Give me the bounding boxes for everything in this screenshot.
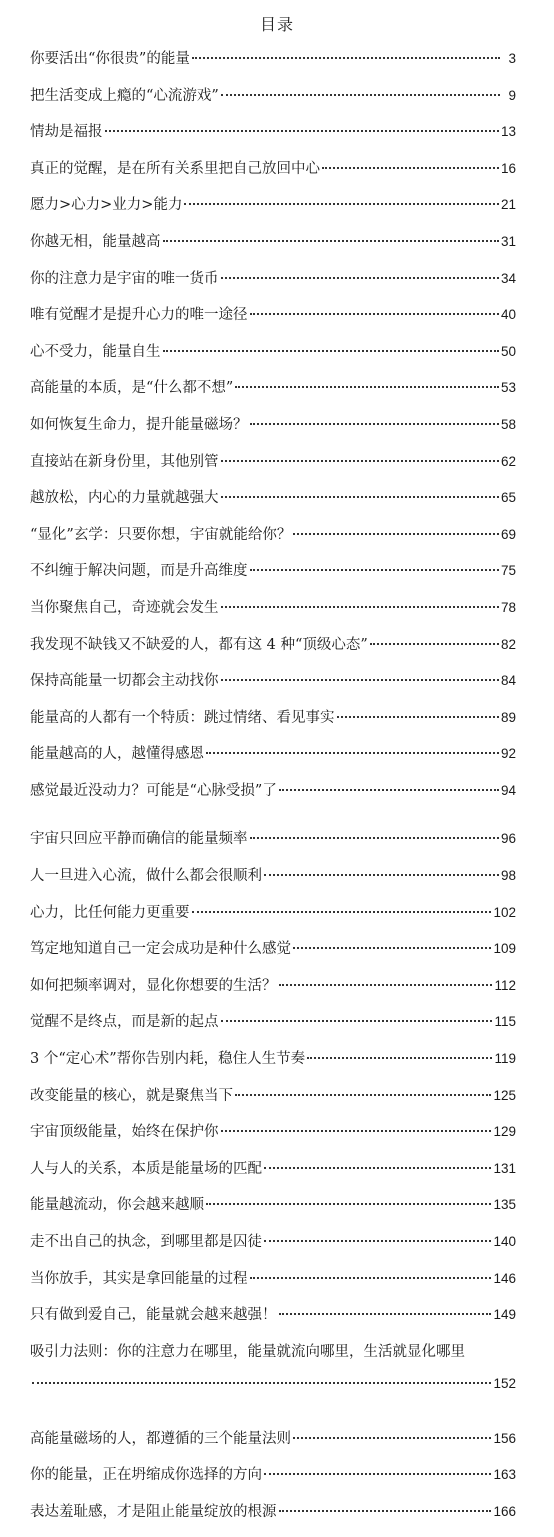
toc-entry-title: 吸引力法则：你的注意力在哪里，能量就流向哪里，生活就显化哪里	[30, 1343, 465, 1360]
dot-leader	[307, 1057, 492, 1059]
toc-entry-page: 152	[493, 1375, 516, 1391]
section-gap	[30, 815, 516, 827]
toc-entry[interactable]	[30, 864, 516, 901]
toc-entry[interactable]	[30, 1193, 516, 1230]
toc-entry[interactable]	[30, 523, 516, 560]
dot-leader	[279, 789, 499, 791]
toc-entry[interactable]	[30, 1500, 516, 1537]
dot-leader	[221, 94, 500, 96]
toc-entry[interactable]	[30, 1157, 516, 1194]
toc-entry-page: 3	[508, 51, 516, 66]
dot-leader	[192, 911, 492, 913]
dot-leader	[279, 984, 493, 986]
toc-entry-page: 166	[493, 1503, 516, 1519]
toc-entry-page: 9	[508, 87, 516, 103]
dot-leader	[370, 643, 499, 645]
toc-entry-title: 笃定地知道自己一定会成功是种什么感觉	[30, 941, 291, 958]
dot-leader	[221, 606, 499, 608]
toc-entry[interactable]	[30, 486, 516, 523]
toc-entry-title: 不纠缠于解决问题，而是升高维度	[30, 563, 248, 580]
toc-entry[interactable]	[30, 450, 516, 487]
dot-leader	[206, 752, 499, 754]
dot-leader	[235, 1094, 491, 1096]
toc-entry-page: 112	[494, 977, 516, 993]
toc-entry-page: 34	[500, 270, 516, 286]
toc-entry-title: 当你聚焦自己，奇迹就会发生	[30, 599, 219, 616]
toc-entry-page: 89	[500, 709, 516, 725]
toc-entry-title: 越放松，内心的力量就越强大	[30, 490, 219, 507]
toc-entry-title: 走不出自己的执念，到哪里都是囚徒	[30, 1234, 262, 1250]
toc-entry-title: 人一旦进入心流，做什么都会很顺利	[30, 868, 262, 885]
toc-entry-page: 146	[493, 1270, 516, 1286]
toc-entry-page: 129	[493, 1124, 516, 1140]
toc-entry[interactable]	[30, 596, 516, 633]
toc-entry-title: 心力，比任何能力更重要	[30, 904, 190, 921]
toc-entry-page: 140	[493, 1234, 516, 1249]
dot-leader	[32, 1382, 491, 1384]
toc-entry-title: 你越无相，能量越高	[30, 233, 161, 250]
toc-entry-title: 真正的觉醒，是在所有关系里把自己放回中心	[30, 160, 320, 177]
toc-entry[interactable]	[30, 742, 516, 779]
toc-entry-page: 125	[493, 1087, 516, 1103]
dot-leader	[221, 496, 499, 498]
toc-entry[interactable]	[30, 1120, 516, 1157]
toc-entry-page: 135	[493, 1197, 516, 1213]
toc-entry[interactable]	[30, 1230, 516, 1267]
toc-entry-page: 13	[500, 124, 516, 140]
toc-entry-title: “显化”玄学：只要你想，宇宙就能给你？	[30, 526, 292, 543]
toc-entry[interactable]	[30, 1340, 516, 1415]
toc-entry-title: 表达羞耻感，才是阻止能量绽放的根源	[30, 1503, 277, 1520]
dot-leader	[264, 1473, 491, 1475]
toc-entry-title: 高能量磁场的人，都遵循的三个能量法则	[30, 1430, 291, 1447]
toc-group-2	[30, 827, 516, 1339]
toc-entry-title: 高能量的本质，是“什么都不想”	[30, 380, 234, 397]
toc-entry[interactable]	[30, 47, 516, 84]
dot-leader	[105, 130, 499, 132]
toc-entry[interactable]	[30, 779, 516, 816]
toc-entry-title: 能量越高的人，越懂得感恩	[30, 746, 204, 763]
dot-leader	[163, 350, 499, 352]
dot-leader	[279, 1510, 492, 1512]
toc-entry-title: 你要活出“你很贵”的能量	[30, 51, 190, 67]
toc-entry[interactable]	[30, 974, 516, 1011]
toc-entry-page: 75	[500, 563, 516, 579]
toc-entry-page: 156	[493, 1430, 516, 1446]
toc-group-1	[30, 47, 516, 815]
dot-leader	[221, 1130, 492, 1132]
toc-entry[interactable]	[30, 120, 516, 157]
toc-entry-page: 31	[500, 233, 516, 249]
toc-entry-page: 50	[500, 343, 516, 359]
toc-entry-title: 3 个“定心术”帮你告别内耗，稳住人生节奏	[30, 1051, 306, 1068]
toc-entry[interactable]	[30, 633, 516, 670]
toc-group-3	[30, 1427, 516, 1537]
toc-entry-page: 40	[500, 307, 516, 323]
toc-entry-title: 如何恢复生命力，提升能量磁场？	[30, 416, 248, 433]
toc-entry-page: 131	[493, 1160, 516, 1176]
toc-entry-title: 人与人的关系，本质是能量场的匹配	[30, 1160, 262, 1177]
toc-entry-title: 我发现不缺钱又不缺爱的人，都有这 4 种“顶级心态”	[30, 636, 368, 653]
toc-entry[interactable]	[30, 901, 516, 938]
dot-leader	[221, 460, 499, 462]
dot-leader	[264, 874, 499, 876]
section-gap	[30, 1415, 516, 1427]
toc-entry[interactable]	[30, 937, 516, 974]
toc-entry-page: 58	[500, 416, 516, 432]
toc-entry-page: 65	[500, 490, 516, 506]
dot-leader	[206, 1203, 491, 1205]
dot-leader	[235, 386, 499, 388]
toc-entry-page: 96	[500, 831, 516, 847]
toc-entry-page: 115	[494, 1014, 516, 1030]
dot-leader	[250, 569, 499, 571]
toc-entry-page: 53	[500, 380, 516, 396]
dot-leader	[293, 1437, 491, 1439]
toc-entry-title: 你的注意力是宇宙的唯一货币	[30, 270, 219, 287]
toc-entry-page: 21	[500, 197, 516, 213]
toc-entry-title: 能量越流动，你会越来越顺	[30, 1197, 204, 1214]
toc-entry-title: 改变能量的核心，就是聚焦当下	[30, 1087, 233, 1104]
toc-entry-title: 你的能量，正在坍缩成你选择的方向	[30, 1467, 262, 1484]
dot-leader	[264, 1167, 491, 1169]
toc-entry[interactable]	[30, 193, 516, 230]
dot-leader	[293, 947, 491, 949]
toc-entry[interactable]	[30, 1267, 516, 1304]
toc-entry-page: 94	[500, 782, 516, 798]
toc-entry-page: 119	[494, 1051, 516, 1067]
dot-leader	[264, 1240, 491, 1242]
toc-entry-title: 当你放手，其实是拿回能量的过程	[30, 1270, 248, 1287]
dot-leader	[163, 240, 499, 242]
toc-entry[interactable]	[30, 413, 516, 450]
toc-entry[interactable]	[30, 1084, 516, 1121]
dot-leader	[221, 277, 499, 279]
dot-leader	[250, 313, 499, 315]
toc-entry-page: 16	[500, 160, 516, 176]
table-of-contents	[30, 47, 516, 1537]
toc-entry-title: 直接站在新身份里，其他别管	[30, 453, 219, 470]
toc-entry-title: 保持高能量一切都会主动找你	[30, 673, 219, 690]
toc-entry-title: 情劫是福报	[30, 124, 103, 141]
page-title: 目录	[259, 15, 294, 34]
toc-entry-title: 唯有觉醒才是提升心力的唯一途径	[30, 307, 248, 324]
toc-entry-page: 62	[500, 453, 516, 469]
toc-entry-page: 163	[493, 1467, 516, 1483]
toc-entry[interactable]	[30, 376, 516, 413]
toc-entry-page: 78	[500, 599, 516, 615]
toc-entry[interactable]	[30, 267, 516, 304]
toc-entry[interactable]	[30, 1463, 516, 1500]
toc-entry[interactable]	[30, 340, 516, 377]
dot-leader	[221, 679, 499, 681]
toc-entry-title: 只有做到爱自己，能量就会越来越强！	[30, 1307, 277, 1324]
toc-entry[interactable]	[30, 1303, 516, 1340]
toc-entry[interactable]	[30, 1427, 516, 1464]
toc-entry-title: 宇宙只回应平静而确信的能量频率	[30, 831, 248, 848]
dot-leader	[192, 57, 500, 59]
dot-leader	[322, 167, 499, 169]
toc-entry-page: 98	[500, 868, 516, 884]
toc-entry[interactable]	[30, 827, 516, 864]
toc-entry[interactable]	[30, 669, 516, 706]
dot-leader	[337, 716, 499, 718]
toc-entry-page: 109	[493, 941, 516, 957]
dot-leader	[221, 1020, 493, 1022]
toc-entry[interactable]	[30, 559, 516, 596]
dot-leader	[250, 1277, 492, 1279]
toc-entry[interactable]	[30, 1010, 516, 1047]
toc-entry-title: 宇宙顶级能量，始终在保护你	[30, 1124, 219, 1141]
dot-leader	[279, 1313, 492, 1315]
toc-entry-title: 心不受力，能量自生	[30, 343, 161, 360]
toc-entry-page: 92	[500, 746, 516, 762]
toc-entry-page: 84	[500, 673, 516, 689]
toc-entry[interactable]	[30, 157, 516, 194]
toc-entry-title: 感觉最近没动力？可能是“心脉受损”了	[30, 782, 277, 799]
toc-entry[interactable]	[30, 706, 516, 743]
toc-entry-page: 149	[493, 1307, 516, 1323]
toc-entry-title: 如何把频率调对，显化你想要的生活？	[30, 977, 277, 994]
toc-entry-page: 102	[493, 904, 516, 920]
toc-entry-title: 愿力>心力>业力>能力	[30, 197, 183, 214]
toc-entry[interactable]	[30, 1047, 516, 1084]
toc-entry-continuation	[30, 1376, 516, 1391]
dot-leader	[293, 533, 499, 535]
toc-entry[interactable]	[30, 303, 516, 340]
toc-entry-page: 69	[500, 526, 516, 542]
dot-leader	[184, 203, 499, 205]
toc-entry-title: 觉醒不是终点，而是新的起点	[30, 1014, 219, 1031]
toc-entry-title: 能量高的人都有一个特质：跳过情绪、看见事实	[30, 709, 335, 726]
toc-entry-page: 82	[500, 636, 516, 652]
toc-entry-title: 把生活变成上瘾的“心流游戏”	[30, 87, 219, 104]
toc-entry[interactable]	[30, 84, 516, 121]
dot-leader	[250, 423, 499, 425]
toc-entry[interactable]	[30, 230, 516, 267]
dot-leader	[250, 837, 499, 839]
